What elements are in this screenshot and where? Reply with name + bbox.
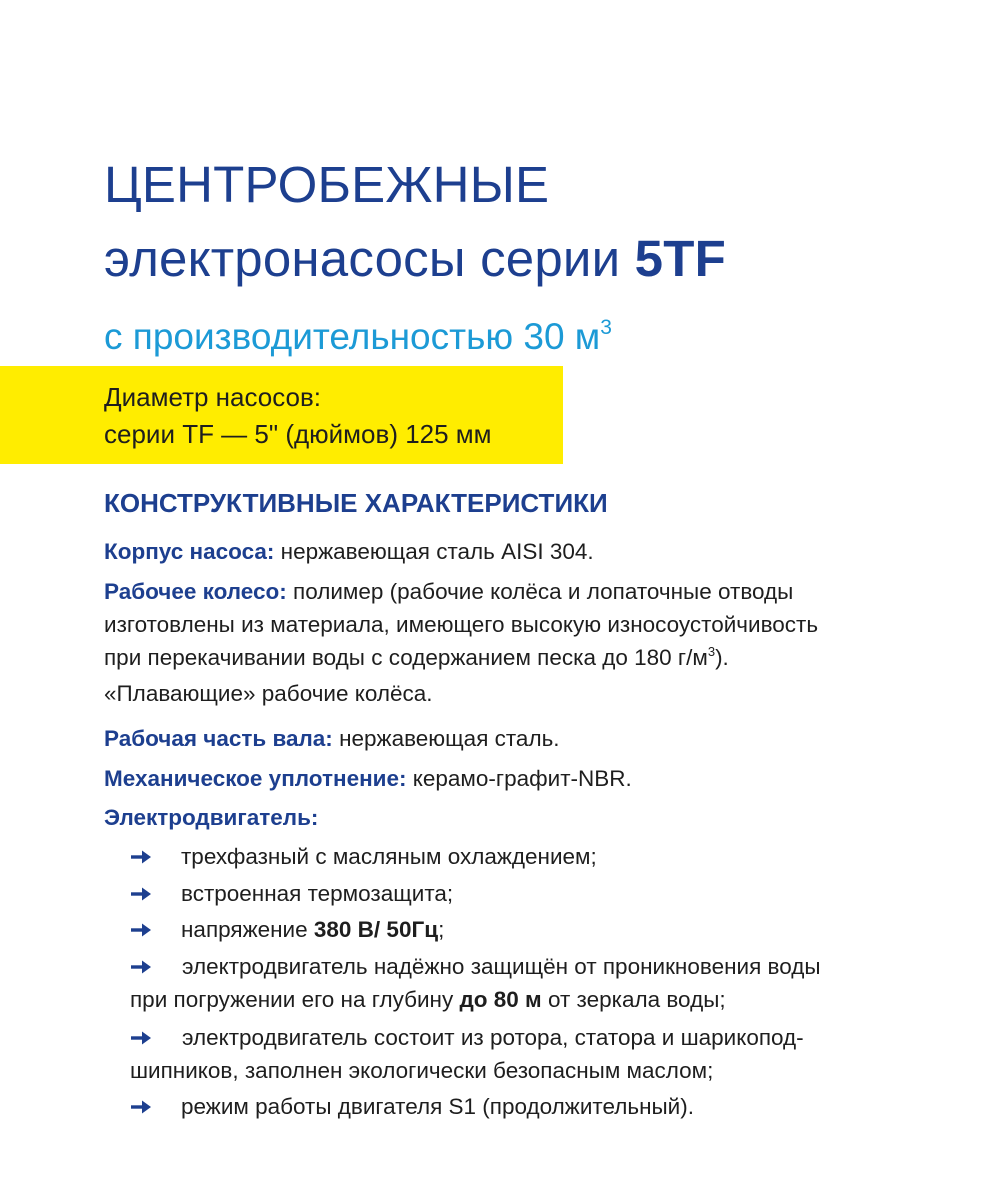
spec-housing-label: Корпус насоса: [104,539,275,564]
motor-depth: до 80 м [459,987,542,1012]
spec-impeller-value-line-1: полимер (рабочие колёса и лопаточные отводы [286,579,794,604]
pump-diameter-label: Диаметр насосов: [104,382,322,412]
motor-bullet-1 [130,840,930,873]
spec-impeller-value-line-2: изготовлены из материала, имеющего высокую износоустойчивость [104,612,819,637]
motor-bullet-4-line-2-prefix: при погружении его на глубину [130,987,460,1012]
section-heading: КОНСТРУКТИВНЫЕ ХАРАКТЕРИСТИКИ [104,488,608,518]
motor-bullet-4 [130,950,930,1016]
spec-impeller-label: Рабочее колесо: [104,579,287,604]
motor-voltage: 380 В/ 50Гц [313,917,439,942]
spec-impeller-line-3-text: при перекачивании воды с содержанием песка до 180 г/м [104,645,708,670]
motor-bullet-3-suffix: ; [438,917,445,942]
motor-bullet-6 [130,1090,930,1123]
page-subtitle [104,312,612,362]
arrow-right-icon [130,959,154,975]
spec-shaft-label: Рабочая часть вала: [104,726,333,751]
motor-bullet-2-text: встроенная термозащита; [181,881,454,906]
spec-shaft-value: нержавеющая сталь. [332,726,560,751]
spec-seal-label: Механическое уплотнение: [104,766,407,791]
motor-bullet-5-line-1: электродвигатель состоит из ротора, статора и шарикопод- [182,1025,804,1050]
spec-motor [104,801,964,834]
arrow-right-icon [130,1030,154,1046]
spec-seal-value: керамо-графит-NBR. [406,766,632,791]
arrow-right-icon [130,1099,154,1115]
pump-diameter-value: серии TF — 5" (дюймов) 125 мм [104,419,492,449]
motor-bullet-3 [130,913,930,946]
subtitle-superscript: 3 [600,316,612,339]
arrow-right-icon [130,886,154,902]
spec-housing-value: нержавеющая сталь AISI 304. [274,539,594,564]
arrow-right-icon [130,922,154,938]
title-line-2-prefix: электронасосы серии [104,230,635,287]
spec-motor-label: Электродвигатель: [104,805,319,830]
spec-shaft [104,722,964,755]
spec-impeller-line-3-suffix: ). [715,645,729,670]
spec-floating-impellers: «Плавающие» рабочие колёса. [104,681,433,706]
motor-bullet-3-prefix: напряжение [181,917,314,942]
motor-bullet-2 [130,877,930,910]
subtitle-text: с производительностью 30 м [104,316,601,357]
motor-bullet-4-line-2 [130,983,930,1016]
motor-bullet-4-line-1: электродвигатель надёжно защищён от проникновения воды [182,954,821,979]
series-name: 5TF [634,230,726,287]
title-line-1: ЦЕНТРОБЕЖНЫЕ [104,156,550,213]
spec-seal [104,762,964,795]
spec-impeller-value-line-3 [104,641,964,674]
pump-diameter-highlight [0,366,563,464]
motor-bullet-4-line-2-suffix: от зеркала воды; [541,987,726,1012]
page-title [104,148,726,296]
title-line-2 [104,222,726,296]
motor-bullet-1-text: трехфазный с масляным охлаждением; [181,844,597,869]
arrow-right-icon [130,849,154,865]
spec-impeller-superscript: 3 [707,644,716,659]
spec-housing [104,535,964,568]
spec-impeller [104,575,964,674]
motor-bullet-5 [130,1021,930,1087]
motor-bullet-6-text: режим работы двигателя S1 (продолжительный). [181,1094,694,1119]
motor-bullet-5-line-2: шипников, заполнен экологически безопасным маслом; [130,1058,714,1083]
